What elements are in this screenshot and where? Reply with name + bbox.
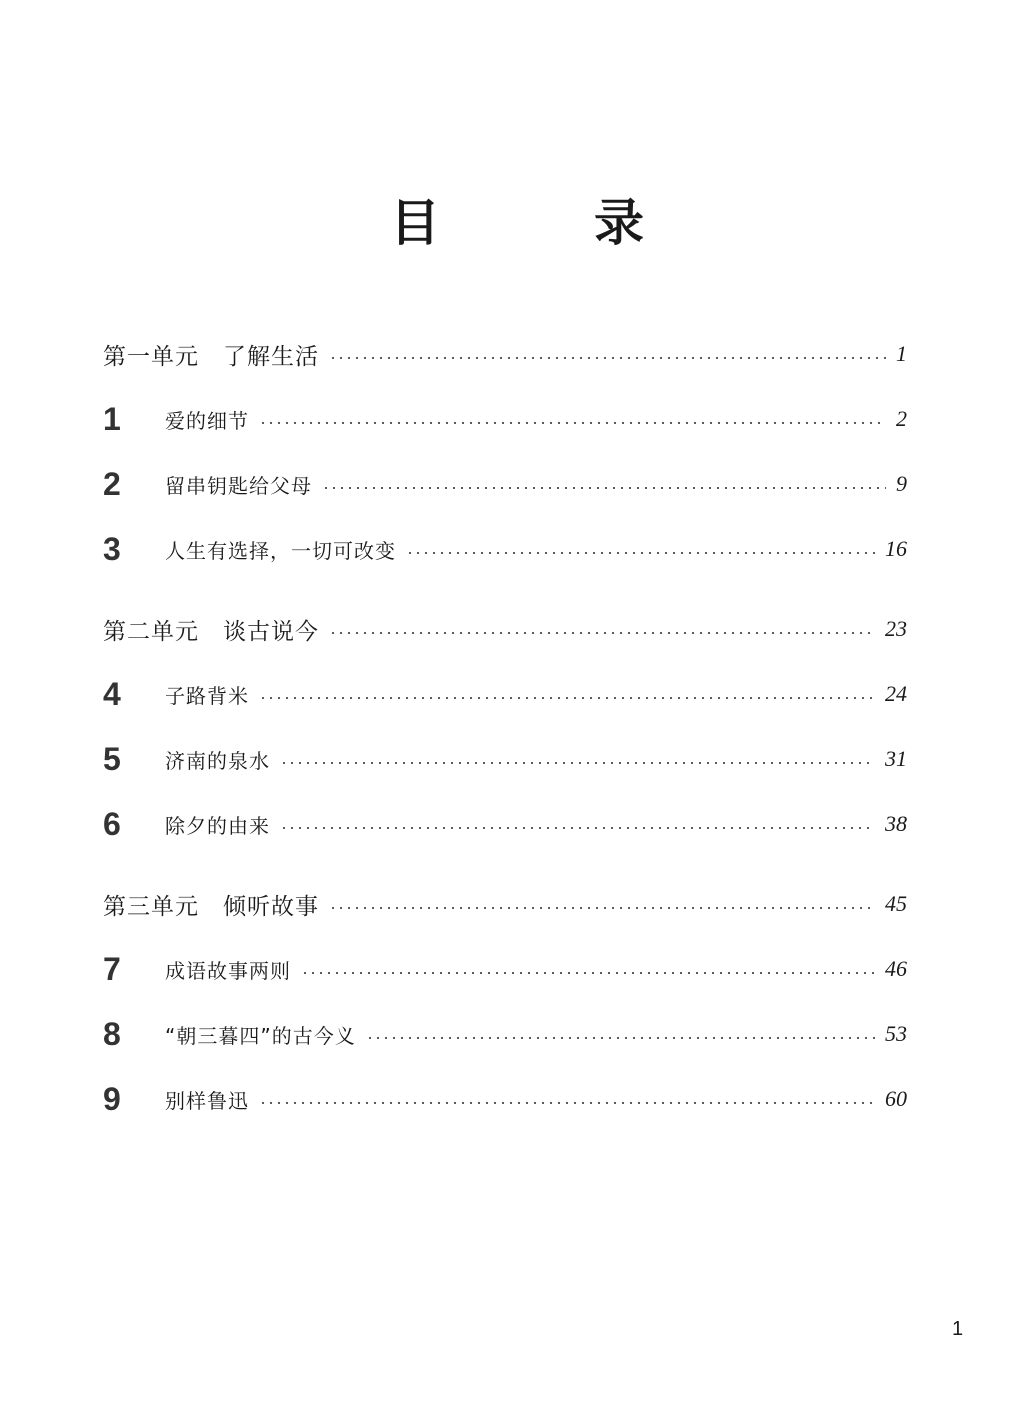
lesson-number: 5: [103, 740, 121, 777]
page-ref: 31: [885, 746, 907, 771]
lesson-number: 9: [103, 1080, 121, 1117]
toc-unit-3[interactable]: [103, 884, 907, 924]
page-ref: 46: [885, 956, 907, 981]
lesson-title: 留串钥匙给父母: [165, 473, 312, 498]
dot-leader: [259, 697, 875, 699]
toc-lesson-3[interactable]: [103, 529, 907, 569]
toc-lesson-1[interactable]: [103, 399, 907, 439]
unit-name: 了解生活: [223, 343, 319, 370]
page-ref: 60: [885, 1086, 907, 1111]
dot-leader: [322, 487, 886, 489]
lesson-number: 8: [103, 1015, 121, 1052]
lesson-title: 济南的泉水: [165, 748, 270, 773]
toc-lesson-7[interactable]: [103, 949, 907, 989]
lesson-number: 1: [103, 400, 121, 437]
dot-leader: [259, 1102, 875, 1104]
page-ref: 23: [885, 616, 907, 641]
toc-unit-2[interactable]: [103, 609, 907, 649]
dot-leader: [280, 827, 875, 829]
unit-name: 倾听故事: [223, 893, 319, 920]
page-ref: 9: [896, 471, 907, 496]
lesson-title: 爱的细节: [165, 408, 249, 433]
toc-unit-1[interactable]: [103, 334, 907, 374]
toc-lesson-9[interactable]: [103, 1079, 907, 1119]
unit-name: 谈古说今: [223, 618, 319, 645]
lesson-title: 子路背米: [165, 683, 249, 708]
page-ref: 1: [896, 341, 907, 366]
toc-lesson-2[interactable]: [103, 464, 907, 504]
dot-leader: [329, 907, 875, 909]
lesson-number: 4: [103, 675, 121, 712]
dot-leader: [366, 1037, 875, 1039]
lesson-number: 2: [103, 465, 121, 502]
dot-leader: [301, 972, 875, 974]
lesson-title: 成语故事两则: [165, 958, 291, 983]
lesson-title: 人生有选择，一切可改变: [165, 538, 396, 563]
dot-leader: [406, 552, 875, 554]
dot-leader: [280, 762, 875, 764]
toc-lesson-6[interactable]: [103, 804, 907, 844]
page-ref: 45: [885, 891, 907, 916]
page-number: 1: [952, 1318, 964, 1340]
dot-leader: [329, 357, 886, 359]
page-ref: 16: [885, 536, 907, 561]
lesson-number: 7: [103, 950, 121, 987]
toc-lesson-5[interactable]: [103, 739, 907, 779]
page-ref: 2: [896, 406, 907, 431]
page-ref: 38: [885, 811, 907, 836]
toc-lesson-8[interactable]: [103, 1014, 907, 1054]
unit-label: 第一单元: [103, 343, 199, 370]
dot-leader: [329, 632, 875, 634]
unit-label: 第二单元: [103, 618, 199, 645]
lesson-number: 6: [103, 805, 121, 842]
lesson-title: 除夕的由来: [165, 813, 270, 838]
unit-label: 第三单元: [103, 893, 199, 920]
dot-leader: [259, 422, 886, 424]
lesson-title: 别样鲁迅: [165, 1088, 249, 1113]
page-title: 目 录: [390, 194, 696, 252]
toc-lesson-4[interactable]: [103, 674, 907, 714]
page-ref: 24: [885, 681, 907, 706]
lesson-title: “朝三暮四”的古今义: [165, 1023, 356, 1048]
page-ref: 53: [885, 1021, 907, 1046]
lesson-number: 3: [103, 530, 121, 567]
